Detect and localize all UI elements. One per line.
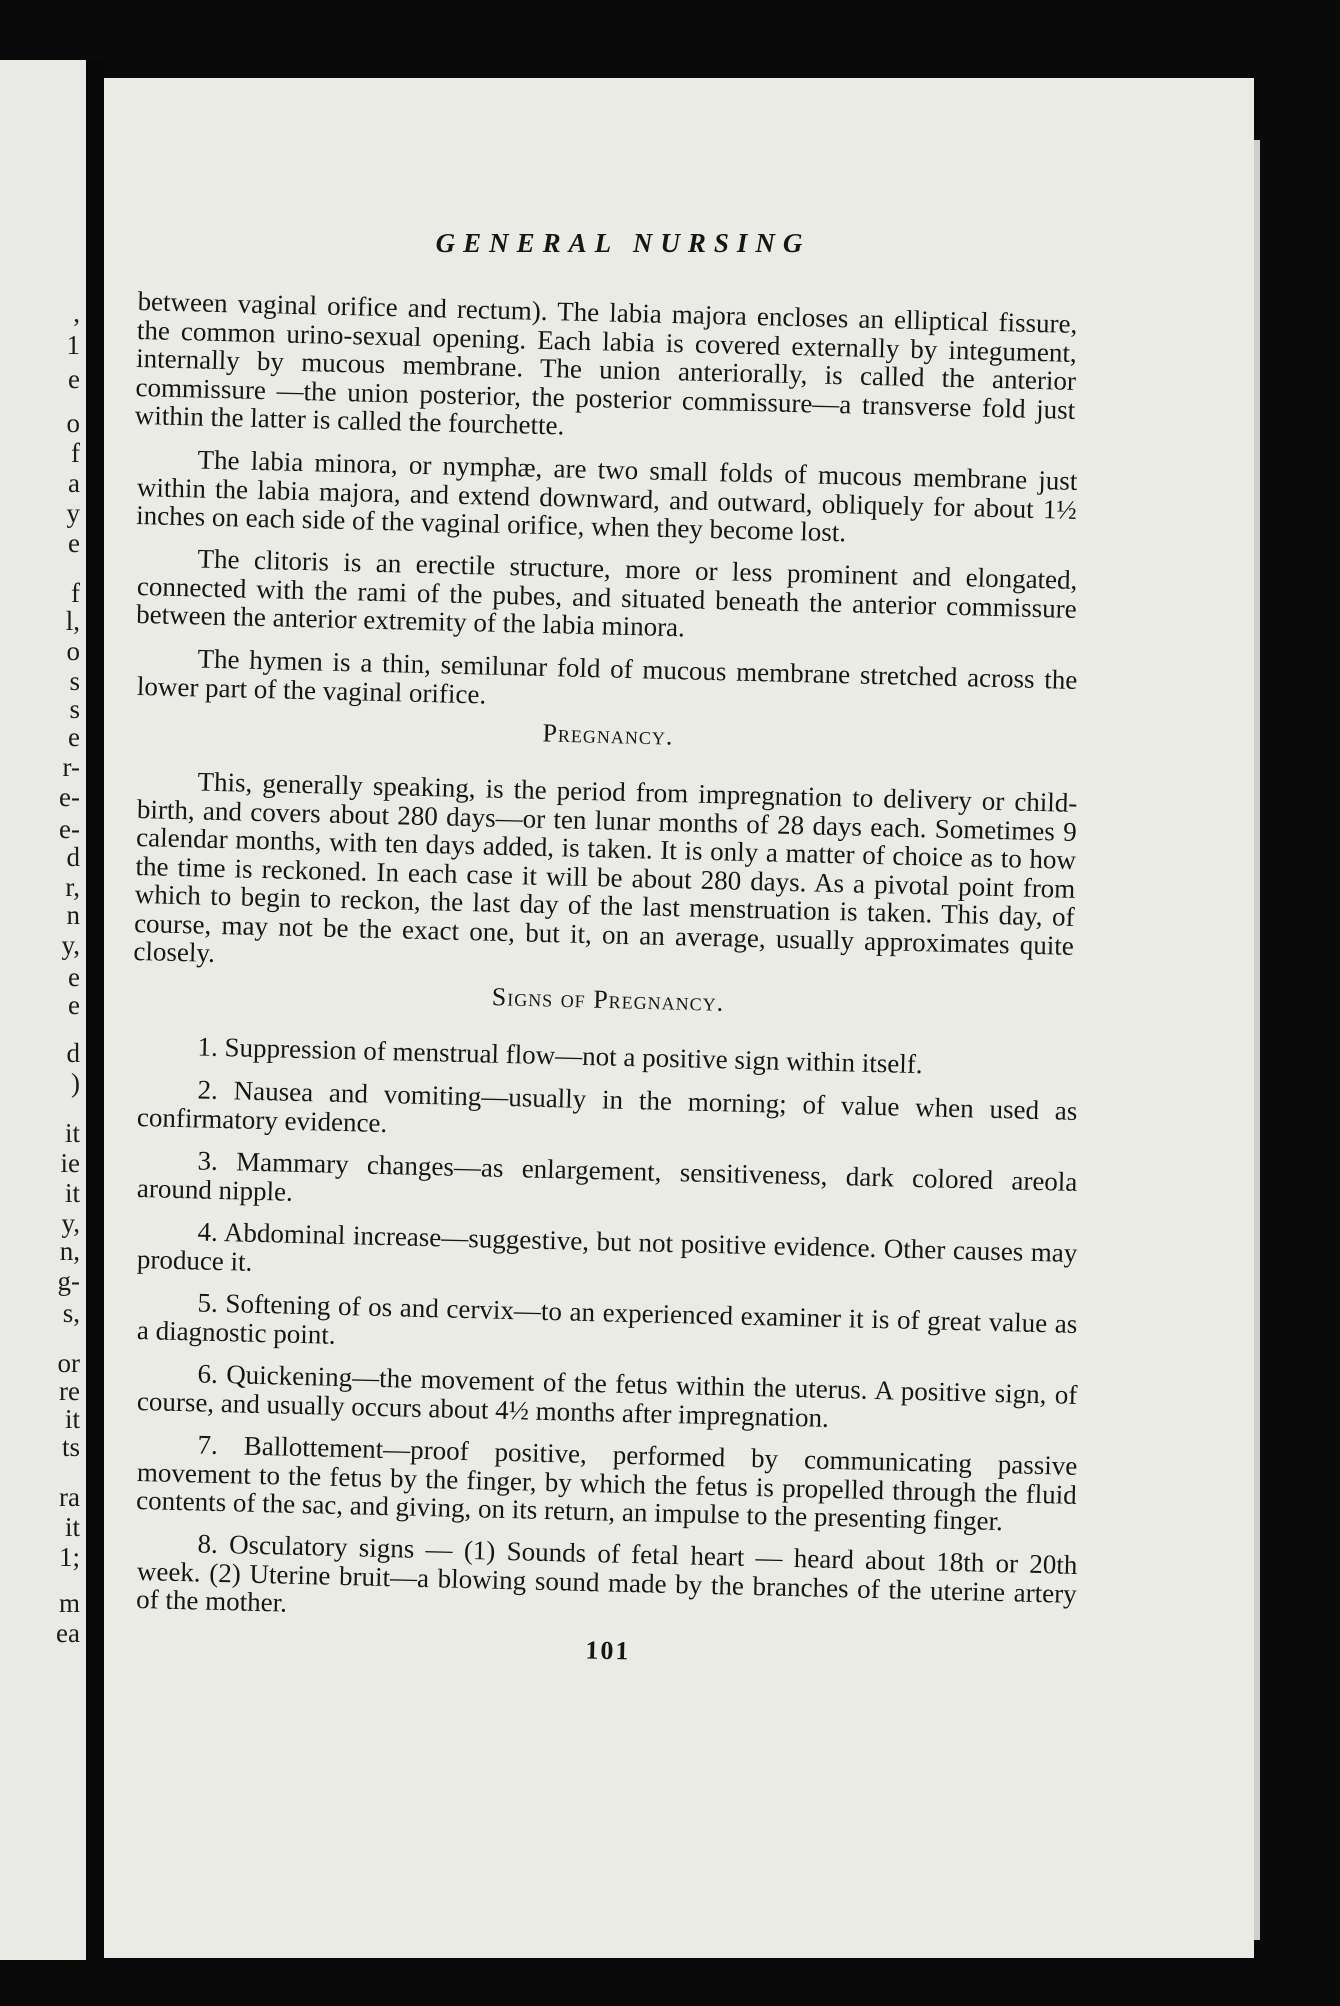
facing-page-fragment: f [71, 578, 80, 608]
book-gutter [86, 60, 104, 1960]
facing-page-fragment: 1; [58, 1542, 80, 1572]
page-edge [1254, 140, 1260, 1940]
facing-page-fragment: y [66, 498, 80, 528]
facing-page-fragment: o [66, 408, 80, 438]
facing-page-fragment: r- [62, 752, 80, 782]
facing-page-fragment: f [71, 438, 80, 468]
section-heading-signs: Signs of Pregnancy. [491, 982, 725, 1017]
facing-page-fragment: it [64, 1512, 80, 1542]
facing-page-fragment: ) [71, 1068, 80, 1098]
facing-page-fragment: ea [56, 1618, 80, 1648]
paragraph-clitoris: The clitoris is an erectile structure, more or less prominent and elongated, connected with the rami of the pubes, and situated beneath the anterior commissure between the anterior extremity of the labia minora. [135, 543, 1078, 643]
running-head: GENERAL NURSING [435, 228, 811, 258]
facing-page-fragment: s [69, 694, 80, 724]
facing-page-fragment: y, [61, 1208, 80, 1238]
facing-page-fragment: e [68, 722, 80, 752]
paragraph-labia-minora: The labia minora, or nymphæ, are two small folds of mucous membrane just within the labia majora, and extend downward, and outward, obliquely for about 1½ inches on each side of the vaginal orifice, when they become lost. [135, 443, 1078, 547]
facing-page-fragment: e [68, 962, 80, 992]
sign-item: 2. Nausea and vomiting—usually in the morning; of value when used as confirmatory evidence. [136, 1073, 1078, 1138]
facing-page-fragment: it [64, 1404, 80, 1434]
sign-item: 4. Abdominal increase—suggestive, but not positive evidence. Other causes may produce it. [136, 1215, 1078, 1276]
book-page [104, 78, 1254, 1958]
facing-page-fragment: a [68, 468, 80, 498]
facing-page-fragment: s [69, 666, 80, 696]
facing-page-fragment: 1 [66, 330, 80, 360]
facing-page-fragment: e [68, 528, 80, 558]
facing-page-fragment: ie [60, 1148, 80, 1178]
facing-page-fragment: e [68, 364, 80, 394]
facing-page-fragment: ts [61, 1432, 80, 1462]
facing-page-fragment: n, [59, 1236, 80, 1266]
facing-page-fragment: d [66, 842, 80, 872]
facing-page-fragment: d [66, 1038, 80, 1068]
paragraph-hymen: The hymen is a thin, semilunar fold of mucous membrane stretched across the lower part of the vaginal orifice. [136, 642, 1078, 709]
facing-page-fragment: g- [57, 1266, 80, 1296]
paragraph-labia-majora: between vaginal orifice and rectum). The labia majora encloses an elliptical fissure, the common urino-sexual opening. Each labia is covered externally by integument, internally by mucous membrane. The union anteriorally, is called the anterior commissure —the union posterior, the posterior commissure—a transverse fold just within the latter is called the fourchette. [134, 286, 1078, 441]
page-content [133, 228, 1078, 1666]
facing-page-fragment: it [64, 1178, 80, 1208]
facing-page-fragment: e- [59, 814, 80, 844]
paragraph-pregnancy: This, generally speaking, is the period from impregnation to delivery or child-birth, and covers about 280 days—or ten lunar months of 28 days each. Sometimes 9 calendar months, with ten days added, is taken. It is only a matter of choice as to how the time is reckoned. In each case it will be about 280 days. As a pivotal point from which to begin to reckon, the last day of the last menstruation is taken. This day, of course, may not be the exact one, but it, on an average, usually approximates quite closely. [133, 765, 1078, 968]
facing-page-fragment: l, [65, 606, 80, 636]
facing-page-fragment: o [66, 636, 80, 666]
facing-page-fragment: ra [59, 1482, 80, 1512]
sign-item: 7. Ballottement—proof positive, performed by communicating passive movement to the fetus by the finger, by which the fetus is propelled through the fluid contents of the sac, and giving, on its return, an impulse to the presenting finger. [135, 1428, 1078, 1536]
sign-item: 3. Mammary changes—as enlargement, sensitiveness, dark colored areola around nipple. [136, 1144, 1078, 1206]
sign-item: 6. Quickening—the movement of the fetus within the uterus. A positive sign, of course, and usually occurs about 4½ months after impregnation. [136, 1357, 1078, 1432]
sign-item: 8. Osculatory signs — (1) Sounds of fetal heart — heard about 18th or 20th week. (2) Uterine bruit—a blowing sound made by the branches of the uterine artery of the mother. [135, 1528, 1078, 1618]
facing-page-fragment: m [58, 1588, 80, 1618]
page-number: 101 [585, 1634, 631, 1666]
section-heading-pregnancy: Pregnancy. [542, 717, 674, 751]
facing-page-fragment: r, [65, 872, 80, 902]
facing-page-fragment: it [64, 1118, 80, 1148]
facing-page-fragment: s, [62, 1298, 80, 1328]
facing-page-fragment: y, [61, 930, 80, 960]
facing-page-fragment: , [73, 298, 80, 328]
sign-item: 5. Softening of os and cervix—to an experienced examiner it is of great value as a diagnostic point. [136, 1286, 1078, 1349]
facing-page-fragment: re [59, 1376, 80, 1406]
facing-page-margin [0, 60, 86, 1960]
facing-page-fragment: e [68, 990, 80, 1020]
facing-page-fragment: n [66, 900, 80, 930]
sign-item: 1. Suppression of menstrual flow—not a positive sign within itself. [197, 1031, 923, 1080]
facing-page-fragment: or [57, 1348, 80, 1378]
facing-page-fragment: e- [59, 782, 80, 812]
